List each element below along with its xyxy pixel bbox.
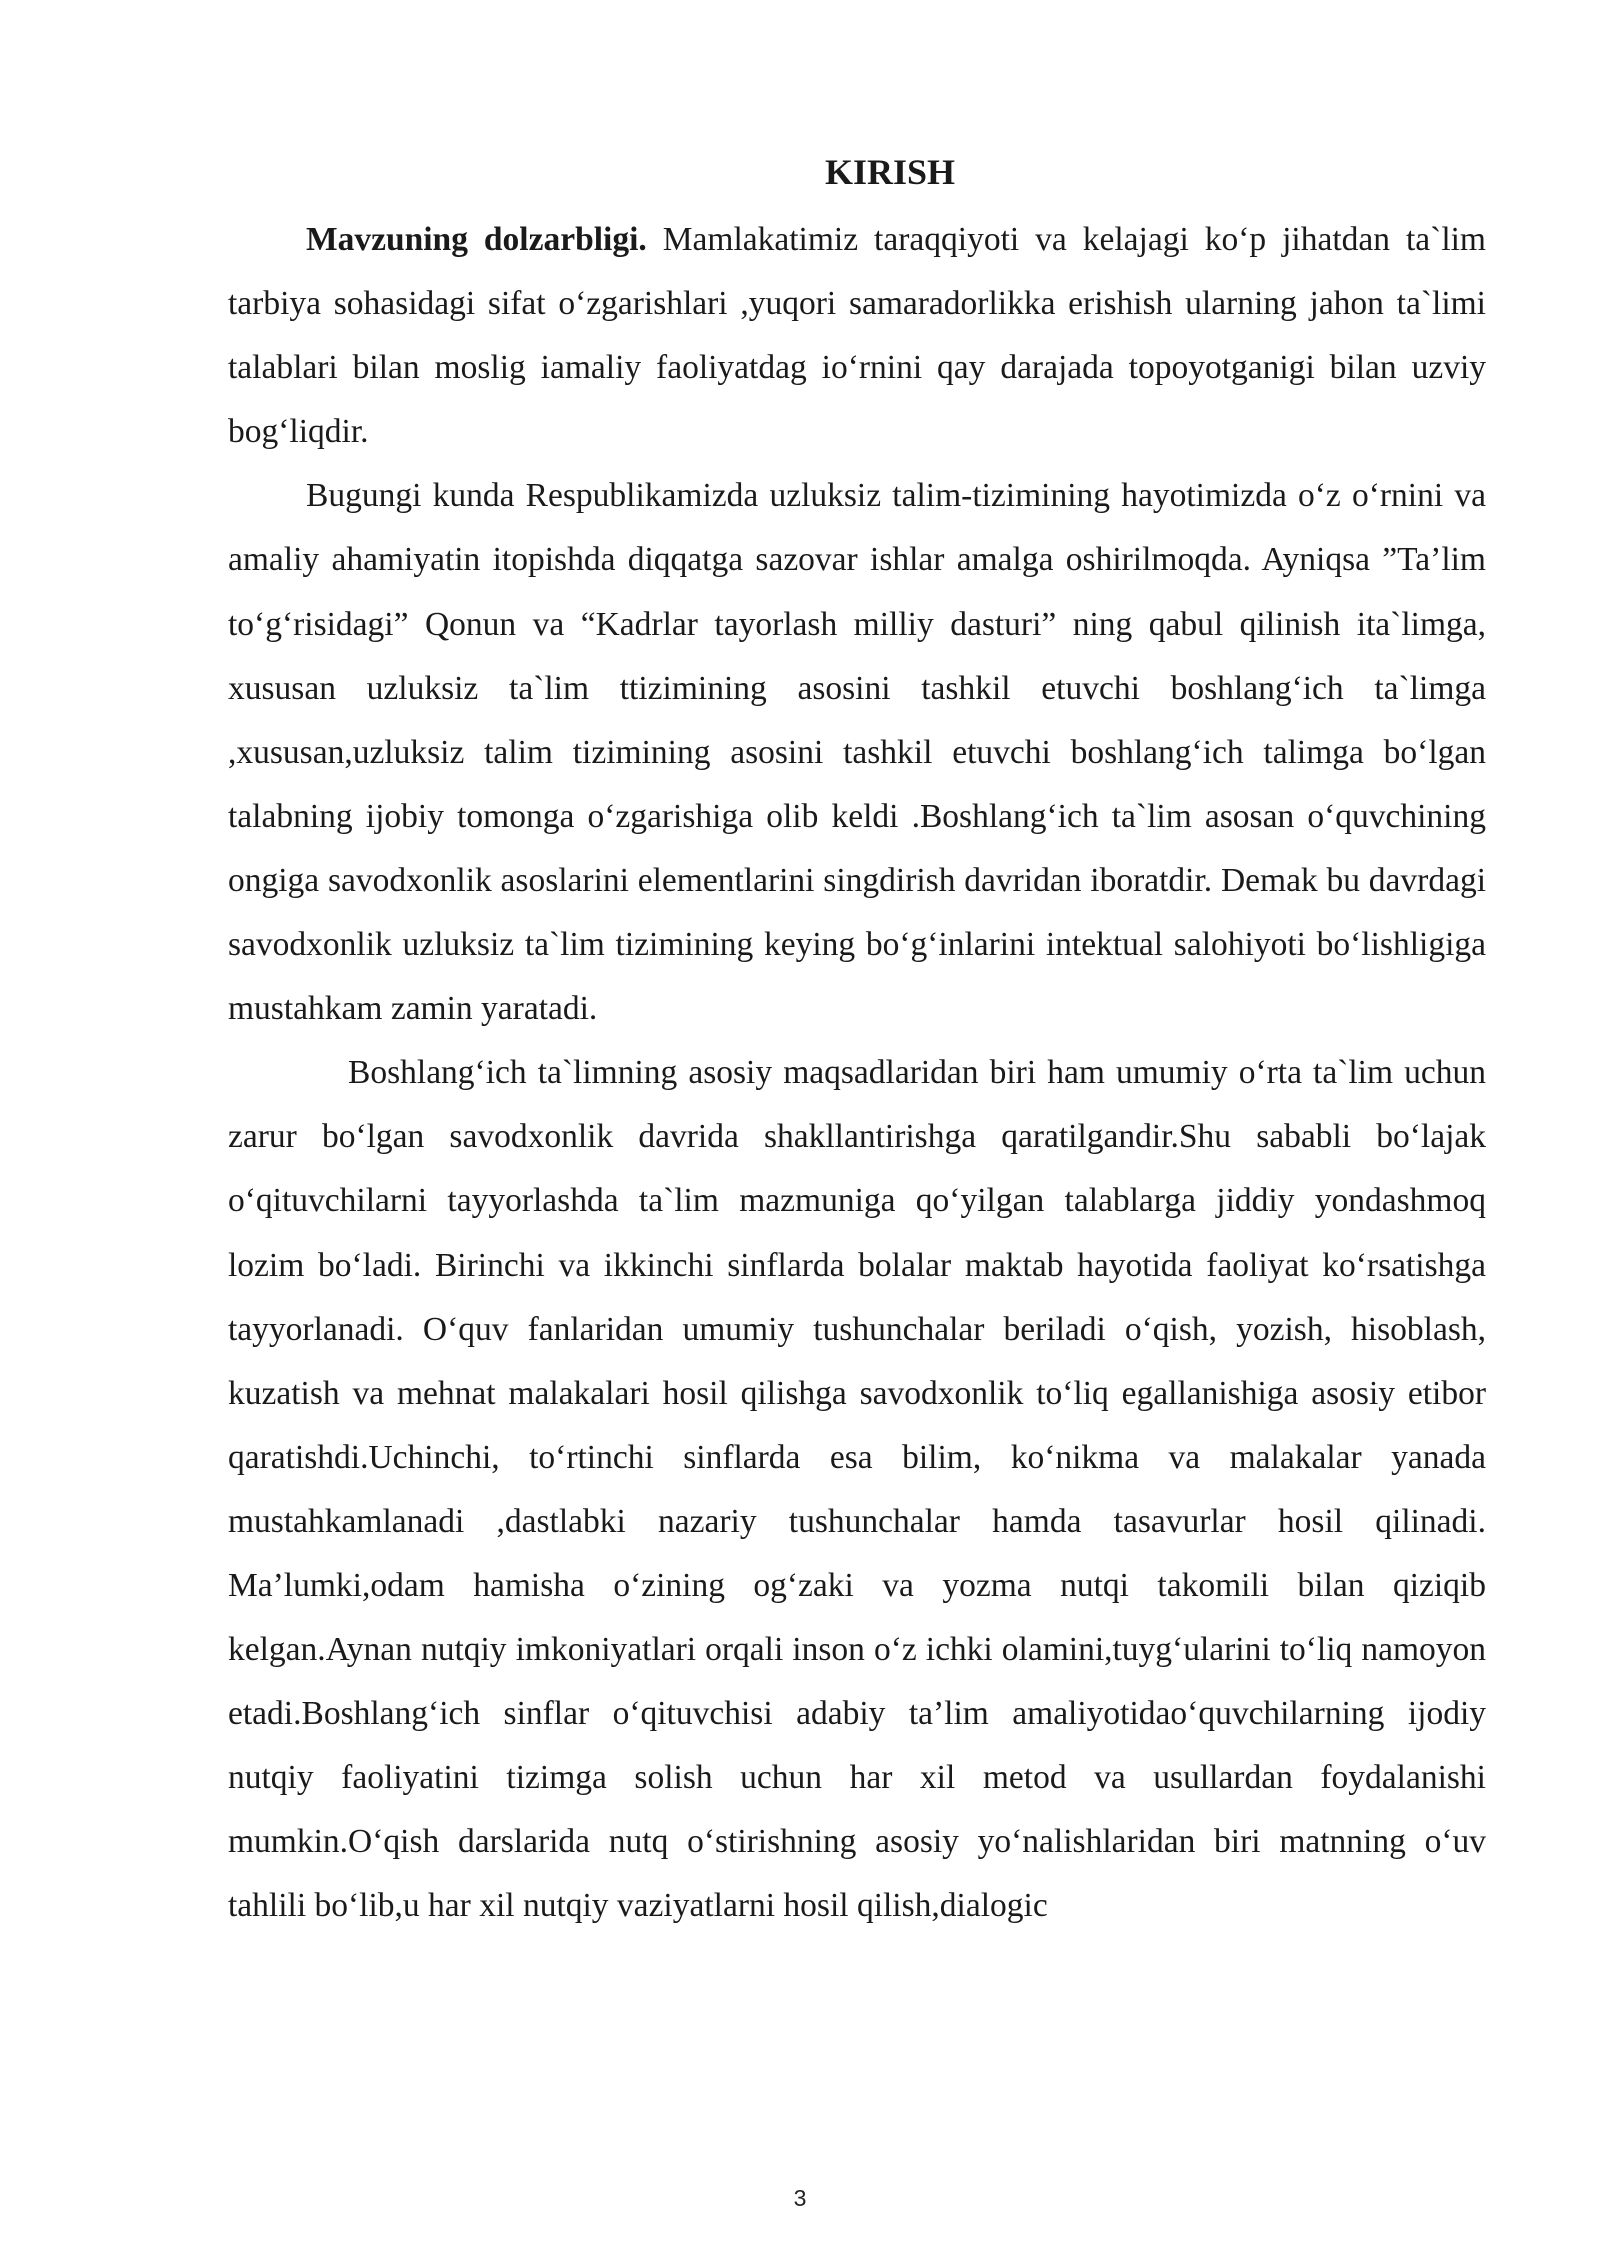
paragraph-primary-education: Boshlang‘ich ta`limning asosiy maqsadlaridan biri ham umumiy o‘rta ta`lim uchun zarur bo‘lgan savodxonlik davrida shakllantirishga qaratilgandir.Shu sababli bo‘lajak o‘qituvchilarni tayyorlashda ta`lim mazmuniga qo‘yilgan talablarga jiddiy yondashmoq lozim bo‘ladi. Birinchi va ikkinchi sinflarda bolalar maktab hayotida faoliyat ko‘rsatishga tayyorlanadi. O‘quv fanlaridan umumiy tushunchalar beriladi o‘qish, yozish, hisoblash, kuzatish va mehnat malakalari hosil qilishga savodxonlik to‘liq egallanishiga asosiy etibor qaratishdi.Uchinchi, to‘rtinchi sinflarda esa bilim, ko‘nikma va malakalar yanada mustahkamlanadi ,dastlabki nazariy tushunchalar hamda tasavurlar hosil qilinadi. Ma’lumki,odam hamisha o‘zining og‘zaki va yozma nutqi takomili bilan qiziqib kelgan.Aynan nutqiy imkoniyatlari orqali inson o‘z ichki olamini,tuyg‘ularini to‘liq namoyon etadi.Boshlang‘ich sinflar o‘qituvchisi adabiy ta’lim amaliyotidao‘quvchilarning ijodiy nutqiy faoliyatini tizimga solish uchun har xil metod va usullardan foydalanishi mumkin.O‘qish darslarida nutq o‘stirishning asosiy yo‘nalishlaridan biri matnning o‘uv tahlili bo‘lib,u har xil nutqiy vaziyatlarni hosil qilish,dialogic bbox=[228, 1054, 1486, 1925]
paragraph-continuous-education: Bugungi kunda Respublikamizda uzluksiz talim-tizimining hayotimizda o‘z o‘rnini va amaliy ahamiyatin itopishda diqqatga sazovar ishlar amalga oshirilmoqda. Ayniqsa ”Ta’lim to‘g‘risidagi” Qonun va “Kadrlar tayorlash milliy dasturi” ning qabul qilinish ita`limga, xususan uzluksiz ta`lim ttizimining asosini tashkil etuvchi boshlang‘ich ta`limga ,xususan,uzluksiz talim tizimining asosini tashkil etuvchi boshlang‘ich talimga bo‘lgan talabning ijobiy tomonga o‘zgarishiga olib keldi .Boshlang‘ich ta`lim asosan o‘quvchining ongiga savodxonlik asoslarini elementlarini singdirish davridan iboratdir. Demak bu davrdagi savodxonlik uzluksiz ta`lim tizimining keying bo‘g‘inlarini intektual salohiyoti bo‘lishligiga mustahkam zamin yaratadi. bbox=[228, 477, 1486, 1028]
page-number: 3 bbox=[793, 2185, 807, 2211]
paragraph-lead: Mavzuning dolzarbligi. bbox=[306, 221, 647, 258]
paragraph-text: Mamlakatimiz taraqqiyoti va kelajagi ko‘p jihatdan ta`lim tarbiya sohasidagi sifat o‘zgarishlari ,yuqori samaradorlikka erishish ularning jahon ta`limi talablari bilan moslig iamaliy faoliyatdag io‘rnini qay darajada topoyotganigi bilan uzviy bog‘liqdir. bbox=[228, 221, 1486, 451]
document-body bbox=[228, 208, 1486, 1939]
section-heading: KIRISH bbox=[824, 152, 956, 192]
paragraph-relevance bbox=[228, 208, 1486, 464]
